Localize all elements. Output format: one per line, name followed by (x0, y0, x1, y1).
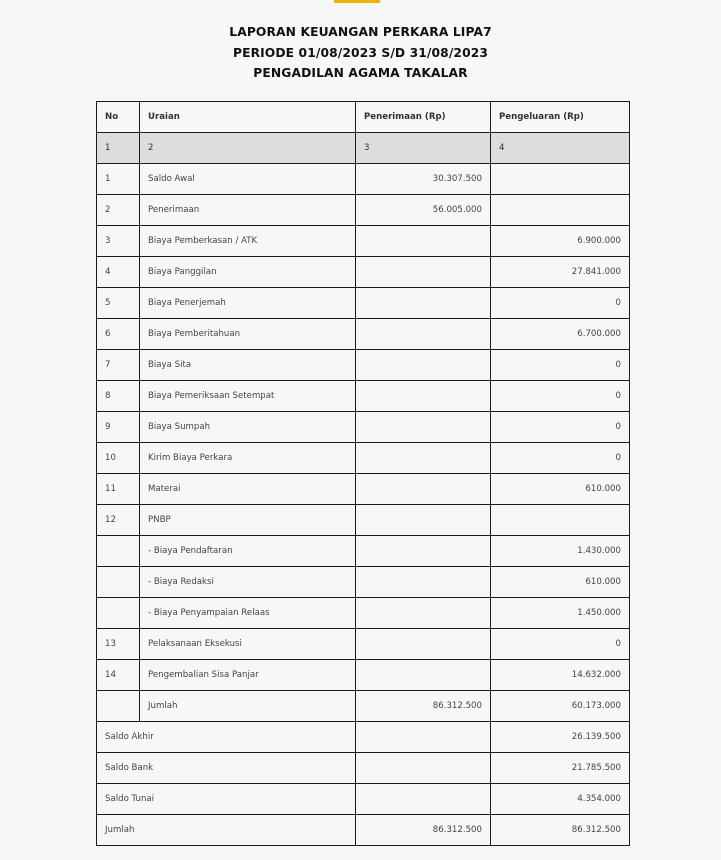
cell-uraian: Biaya Sumpah (140, 412, 356, 443)
cell-pengeluaran: 60.173.000 (491, 691, 630, 722)
cell-uraian: Biaya Panggilan (140, 257, 356, 288)
cell-penerimaan (356, 629, 491, 660)
cell-uraian: - Biaya Redaksi (140, 567, 356, 598)
column-number: 1 (97, 133, 140, 164)
cell-pengeluaran: 0 (491, 443, 630, 474)
cell-uraian: Kirim Biaya Perkara (140, 443, 356, 474)
cell-no (97, 598, 140, 629)
cell-pengeluaran: 0 (491, 629, 630, 660)
cell-uraian: Biaya Pemberitahuan (140, 319, 356, 350)
cell-no: 11 (97, 474, 140, 505)
cell-penerimaan (356, 443, 491, 474)
table-row (97, 691, 630, 722)
header-penerimaan: Penerimaan (Rp) (356, 102, 491, 133)
summary-pengeluaran: 21.785.500 (491, 753, 630, 784)
cell-pengeluaran: 0 (491, 412, 630, 443)
summary-pengeluaran: 4.354.000 (491, 784, 630, 815)
cell-no: 13 (97, 629, 140, 660)
report-title (0, 22, 721, 84)
column-number: 3 (356, 133, 491, 164)
summary-row (97, 784, 630, 815)
table-row (97, 319, 630, 350)
table-row (97, 164, 630, 195)
cell-pengeluaran: 1.430.000 (491, 536, 630, 567)
cell-uraian: Penerimaan (140, 195, 356, 226)
title-line-2: PERIODE 01/08/2023 S/D 31/08/2023 (232, 45, 489, 60)
cell-no (97, 567, 140, 598)
table-row (97, 567, 630, 598)
cell-uraian: Saldo Awal (140, 164, 356, 195)
cell-uraian: Biaya Pemberkasan / ATK (140, 226, 356, 257)
cell-no: 8 (97, 381, 140, 412)
cell-no: 6 (97, 319, 140, 350)
cell-pengeluaran: 14.632.000 (491, 660, 630, 691)
summary-row (97, 722, 630, 753)
cell-penerimaan (356, 350, 491, 381)
cell-uraian: Pelaksanaan Eksekusi (140, 629, 356, 660)
cell-uraian: PNBP (140, 505, 356, 536)
cell-pengeluaran: 610.000 (491, 474, 630, 505)
cell-pengeluaran: 27.841.000 (491, 257, 630, 288)
table-header-row (97, 102, 630, 133)
cell-penerimaan (356, 257, 491, 288)
cell-pengeluaran: 6.700.000 (491, 319, 630, 350)
summary-pengeluaran: 26.139.500 (491, 722, 630, 753)
cell-uraian: Biaya Penerjemah (140, 288, 356, 319)
cell-uraian: Biaya Sita (140, 350, 356, 381)
cell-pengeluaran (491, 195, 630, 226)
summary-row (97, 815, 630, 846)
table-row (97, 381, 630, 412)
cell-pengeluaran: 0 (491, 288, 630, 319)
table-row (97, 536, 630, 567)
summary-label: Saldo Akhir (97, 722, 356, 753)
cell-pengeluaran (491, 164, 630, 195)
cell-no: 1 (97, 164, 140, 195)
cell-no: 4 (97, 257, 140, 288)
accent-bar (334, 0, 380, 3)
table-row (97, 629, 630, 660)
cell-pengeluaran: 1.450.000 (491, 598, 630, 629)
cell-no (97, 536, 140, 567)
cell-penerimaan (356, 567, 491, 598)
cell-penerimaan (356, 412, 491, 443)
financial-report-table (96, 101, 630, 846)
cell-pengeluaran: 6.900.000 (491, 226, 630, 257)
cell-uraian: Pengembalian Sisa Panjar (140, 660, 356, 691)
header-no: No (97, 102, 140, 133)
cell-penerimaan: 56.005.000 (356, 195, 491, 226)
cell-penerimaan (356, 288, 491, 319)
table-row (97, 598, 630, 629)
cell-no: 5 (97, 288, 140, 319)
cell-no: 9 (97, 412, 140, 443)
cell-uraian: - Biaya Pendaftaran (140, 536, 356, 567)
cell-no: 12 (97, 505, 140, 536)
cell-uraian: - Biaya Penyampaian Relaas (140, 598, 356, 629)
cell-no: 3 (97, 226, 140, 257)
cell-penerimaan (356, 505, 491, 536)
summary-penerimaan (356, 722, 491, 753)
cell-penerimaan (356, 226, 491, 257)
cell-penerimaan: 86.312.500 (356, 691, 491, 722)
summary-penerimaan (356, 784, 491, 815)
column-number-row (97, 133, 630, 164)
cell-pengeluaran (491, 505, 630, 536)
cell-penerimaan (356, 381, 491, 412)
column-number: 2 (140, 133, 356, 164)
cell-penerimaan (356, 598, 491, 629)
title-line-1: LAPORAN KEUANGAN PERKARA LIPA7 (229, 25, 492, 39)
cell-uraian: Biaya Pemeriksaan Setempat (140, 381, 356, 412)
cell-no: 10 (97, 443, 140, 474)
summary-label: Jumlah (97, 815, 356, 846)
title-line-3: PENGADILAN AGAMA TAKALAR (253, 66, 468, 80)
cell-penerimaan (356, 319, 491, 350)
summary-penerimaan: 86.312.500 (356, 815, 491, 846)
cell-penerimaan (356, 474, 491, 505)
table-row (97, 660, 630, 691)
table-row (97, 350, 630, 381)
summary-label: Saldo Tunai (97, 784, 356, 815)
table-row (97, 226, 630, 257)
cell-uraian: Materai (140, 474, 356, 505)
cell-no (97, 691, 140, 722)
table-row (97, 474, 630, 505)
cell-penerimaan (356, 536, 491, 567)
cell-no: 14 (97, 660, 140, 691)
cell-pengeluaran: 610.000 (491, 567, 630, 598)
table-row (97, 505, 630, 536)
cell-penerimaan (356, 660, 491, 691)
cell-penerimaan: 30.307.500 (356, 164, 491, 195)
header-pengeluaran: Pengeluaran (Rp) (491, 102, 630, 133)
summary-label: Saldo Bank (97, 753, 356, 784)
cell-uraian: Jumlah (140, 691, 356, 722)
table-row (97, 288, 630, 319)
table-row (97, 257, 630, 288)
summary-row (97, 753, 630, 784)
cell-pengeluaran: 0 (491, 381, 630, 412)
summary-pengeluaran: 86.312.500 (491, 815, 630, 846)
table-row (97, 412, 630, 443)
cell-no: 2 (97, 195, 140, 226)
cell-no: 7 (97, 350, 140, 381)
column-number: 4 (491, 133, 630, 164)
summary-penerimaan (356, 753, 491, 784)
cell-pengeluaran: 0 (491, 350, 630, 381)
table-row (97, 195, 630, 226)
table-row (97, 443, 630, 474)
header-uraian: Uraian (140, 102, 356, 133)
